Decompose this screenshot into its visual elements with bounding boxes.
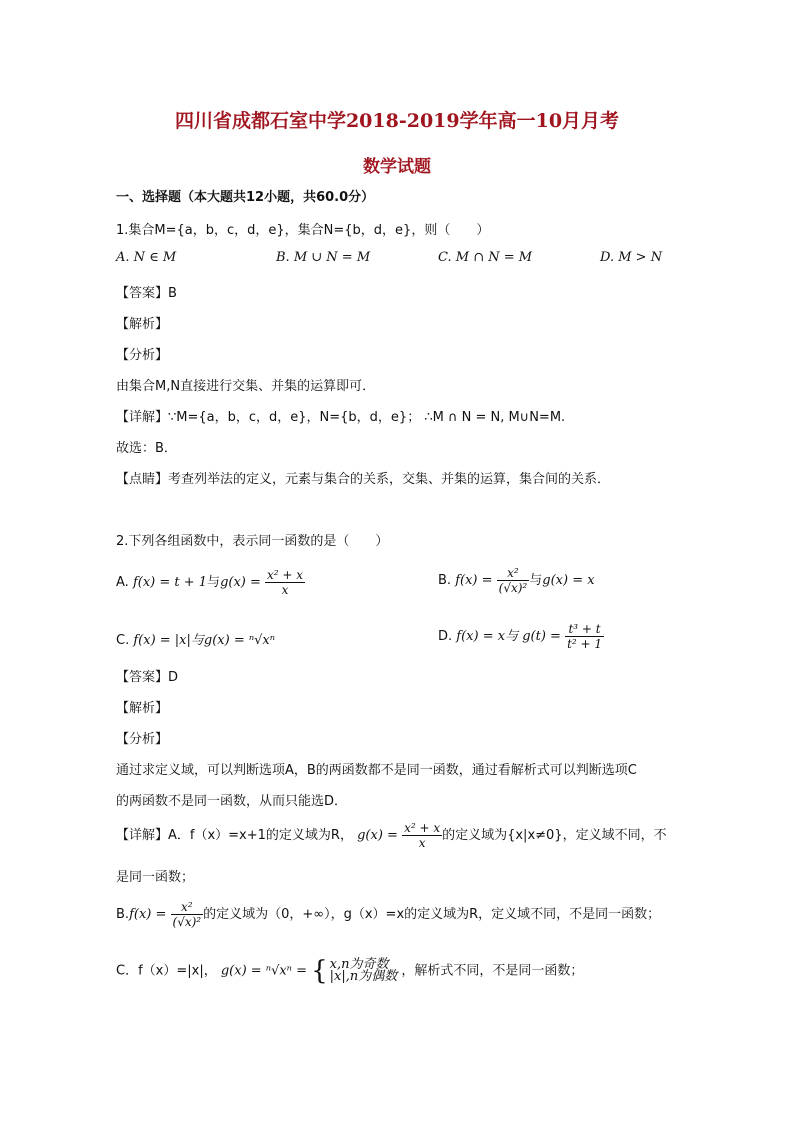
q1-analysis: 【解析】	[116, 317, 169, 332]
fraction-numerator: x² + x	[267, 568, 304, 582]
q1-option-a: A. N ∈ M	[116, 250, 177, 265]
q2-detail-c-g: g(x) = ⁿ√xⁿ =	[220, 963, 307, 979]
q2-option-a-g: g(x) =	[220, 575, 261, 590]
q2-detail-c	[116, 956, 583, 986]
q1-choose: 故选：B．	[116, 441, 177, 456]
q2-analysis: 【解析】	[116, 701, 169, 716]
q1-comment: 【点睛】考查列举法的定义，元素与集合的关系，交集、并集的运算，集合间的关系．	[116, 472, 611, 487]
fraction-denominator: (√x)²	[498, 581, 528, 595]
fraction-numerator: x² + x	[404, 821, 441, 835]
q2-option-d-fraction	[565, 622, 604, 651]
q2-option-b-f: f(x) =	[455, 573, 493, 588]
q2-option-a-fraction	[265, 568, 305, 597]
q2-answer: 【答案】D	[116, 670, 179, 685]
document-subtitle: 数学试题	[363, 157, 431, 177]
q2-option-d-f: f(x) = x与	[456, 629, 519, 644]
case-odd: x,n为奇数	[329, 957, 389, 972]
q2-option-a-f: f(x) = t + 1	[132, 575, 208, 590]
q2-option-b-fraction	[497, 566, 530, 595]
q2-option-a	[116, 568, 305, 597]
q2-option-a-label: A.	[116, 575, 129, 590]
q1-answer: 【答案】B	[116, 286, 177, 301]
q2-option-d	[438, 622, 604, 651]
q1-option-c: C. M ∩ N = M	[438, 250, 533, 265]
q2-fenxi: 【分析】	[116, 732, 169, 747]
q2-detail-c-cases	[330, 959, 398, 983]
fraction-numerator: x²	[171, 900, 204, 915]
q1-detail: 【详解】∵M={a，b，c，d，e}，N={b，d，e}； ∴M ∩ N = N, M∪N=M.	[116, 410, 566, 425]
brace-icon: {	[311, 956, 328, 986]
q2-detail-a-fraction	[402, 821, 442, 850]
fraction-denominator: x	[281, 583, 289, 597]
q2-option-b-label: B.	[438, 573, 452, 588]
q2-detail-a-pre: 【详解】A．f（x）=x+1的定义域为R，	[116, 828, 353, 843]
q2-option-d-g: g(t) =	[522, 629, 561, 644]
q2-fenxi-line2: 的两函数不是同一函数，从而只能选D．	[116, 794, 348, 809]
q2-detail-a-post: 的定义域为{x|x≠0}，定义域不同，不	[442, 828, 667, 843]
fraction-denominator: (√x)²	[172, 915, 202, 929]
q2-detail-a-g: g(x) =	[357, 828, 398, 843]
q1-fenxi: 【分析】	[116, 348, 169, 363]
q2-option-b-with: 与	[529, 573, 543, 588]
q2-option-b-g: g(x) = x	[542, 573, 595, 588]
section-heading: 一、选择题（本大题共12小题，共60.0分）	[116, 190, 375, 205]
q2-option-a-with: 与	[207, 575, 221, 590]
q1-option-d: D. M > N	[600, 250, 663, 265]
fraction-denominator: t² + 1	[567, 637, 603, 651]
q1-fenxi-text: 由集合M,N直接进行交集、并集的运算即可．	[116, 379, 376, 394]
q2-detail-a-line2: 是同一函数；	[116, 870, 195, 885]
q2-fenxi-line1: 通过求定义域，可以判断选项A，B的两函数都不是同一函数，通过看解析式可以判断选项C	[116, 763, 637, 778]
q2-option-d-label: D.	[438, 629, 453, 644]
q2-detail-c-pre: C．f（x）=|x|，	[116, 963, 217, 979]
q1-stem: 1.集合M={a，b，c，d，e}，集合N={b，d，e}，则（ ）	[116, 223, 490, 238]
fraction-denominator: x	[418, 836, 426, 850]
q2-option-c	[116, 629, 275, 648]
q1-option-b: B. M ∪ N = M	[276, 250, 371, 265]
q2-detail-b-fraction	[171, 900, 204, 929]
q2-detail-b-pre: B.	[116, 907, 130, 922]
q2-detail-b	[116, 900, 660, 929]
q2-option-c-text: f(x) = |x|与g(x) = ⁿ√xⁿ	[133, 633, 276, 648]
q2-option-c-label: C.	[116, 633, 130, 648]
q2-detail-a	[116, 821, 667, 850]
document-title: 四川省成都石室中学2018-2019学年高一10月月考	[174, 110, 620, 132]
q2-stem: 2.下列各组函数中，表示同一函数的是（ ）	[116, 534, 389, 549]
fraction-numerator: x²	[497, 566, 530, 581]
q2-detail-c-post: ，解析式不同，不是同一函数；	[401, 963, 584, 979]
fraction-numerator: t³ + t	[565, 622, 604, 637]
q2-detail-b-f: f(x) =	[129, 907, 167, 922]
case-even: |x|,n为偶数	[329, 969, 398, 984]
q2-detail-b-post: 的定义域为（0，+∞），g（x）=x的定义域为R，定义域不同，不是同一函数；	[203, 907, 661, 922]
q2-option-b	[438, 566, 595, 595]
